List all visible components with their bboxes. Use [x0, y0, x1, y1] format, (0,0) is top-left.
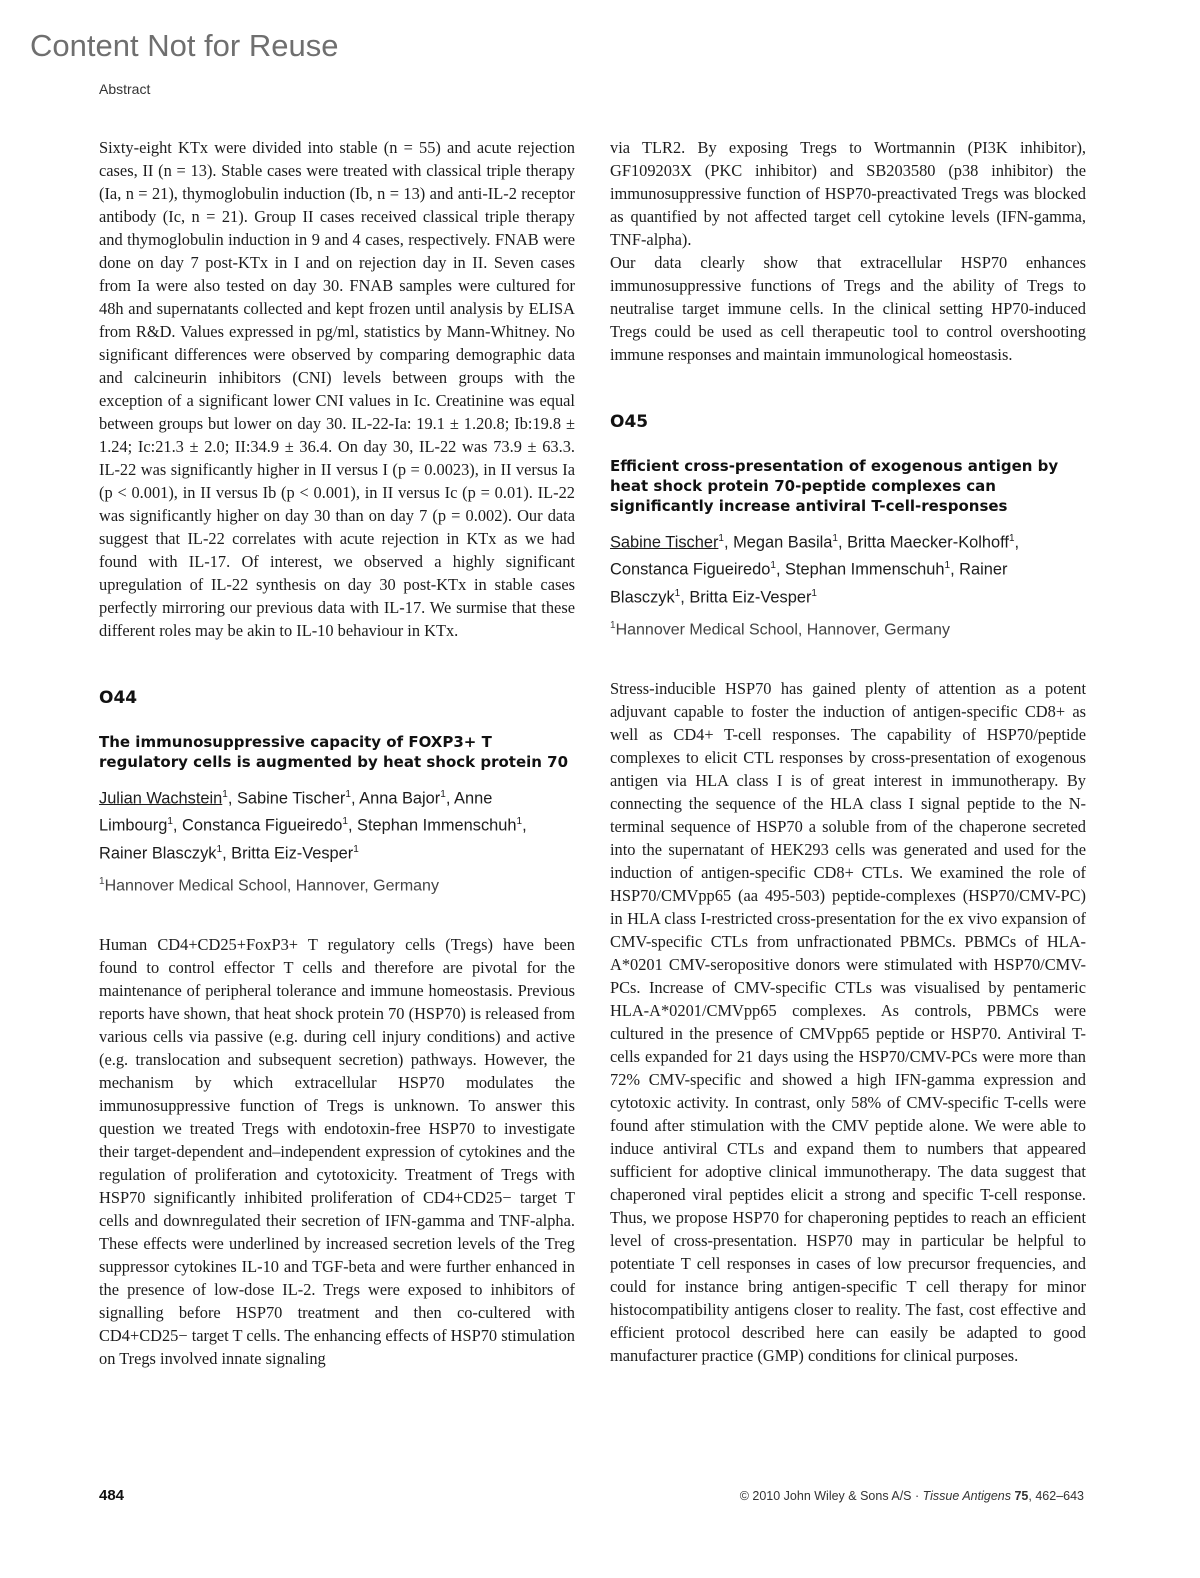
author: , Megan Basila [723, 533, 833, 552]
journal-volume: 75 [1014, 1489, 1029, 1503]
author-sup: 1 [674, 587, 681, 599]
author-sup: 1 [832, 533, 838, 544]
abstract-title: The immunosuppressive capacity of FOXP3+ T regulatory cells is augmented by heat shock protein 70 [99, 733, 569, 771]
abstract-id: O44 [99, 688, 138, 708]
author: , Britta Maecker-Kolhoff [837, 533, 1009, 552]
author: , Sabine Tischer [227, 789, 346, 808]
author: , Constanca Figueiredo [610, 533, 1020, 579]
presenting-author: Sabine Tischer [610, 533, 719, 552]
affiliation [610, 620, 1086, 639]
author-sup: 1 [811, 587, 817, 599]
author: , Stephan Immenschuh [775, 560, 945, 579]
abstract-id: O45 [610, 412, 649, 432]
abstract-title: Efficient cross-presentation of exogenous antigen by heat shock protein 70-peptide complexes can significantly increase antiviral T-cell-responses [610, 457, 1059, 515]
continued-abstract-text: via TLR2. By exposing Tregs to Wortmannin (PI3K inhibitor), GF109203X (PKC inhibitor) and SB203580 (p38 inhibitor) the immunosuppressive function of HSP70-preactivated Tregs was blocked as quantified by not affected target cell cytokine levels (IFN-gamma, TNF-alpha). [610, 138, 1086, 249]
affiliation-sup: 1 [99, 876, 105, 888]
continued-abstract-text: Our data clearly show that extracellular HSP70 enhances immunosuppressive functions of Tregs and the ability of Tregs to neutralise target immune cells. In the clinical setting HP70-induced Tregs could be used as cell therapeutic tool to control overshooting immune responses and maintain immunological homeostasis. [610, 253, 1086, 364]
author-sup: 1 [345, 789, 351, 800]
affiliation-text: Hannover Medical School, Hannover, Germany [104, 877, 439, 895]
journal-pages: , 462–643 [1028, 1489, 1084, 1503]
author-sup: 1 [770, 560, 776, 572]
right-column [610, 136, 1086, 1367]
section-label: Abstract [99, 81, 151, 97]
author: , Constanca Figueiredo [172, 816, 343, 835]
affiliation-text: Hannover Medical School, Hannover, Germany [615, 621, 950, 639]
author-sup: 1 [353, 843, 359, 855]
author-sup: 1 [1008, 533, 1015, 544]
author: , Stephan Immenschuh [347, 816, 517, 835]
affiliation-sup: 1 [610, 620, 616, 632]
author: , Rainer Blasczyk [610, 560, 1008, 607]
author-sup: 1 [516, 816, 523, 828]
author-list [99, 783, 575, 865]
author: , Anna Bajor [350, 789, 441, 808]
footer-citation [740, 1489, 1084, 1503]
abstract-body: Stress-inducible HSP70 has gained plenty of attention as a potent adjuvant capable to foster the induction of antigen-specific CD8+ as well as CD4+ T-cell responses. The capability of HSP70/peptide complexes to elicit CTL responses by cross-presentation of exogenous antigen via HLA class I is of great interest in immunotherapy. By connecting the sequence of the HLA class I signal peptide to the N-terminal sequence of HSP70 a soluble from of the chaperone secreted into the supernatant of HEK293 cells was generated and used for the induction of antigen-specific CD8+ CTLs. We examined the role of HSP70/CMVpp65 (aa 495-503) peptide-complexes (HSP70/CMV-PC) in HLA class I-restricted cross-presentation for the ex vivo expansion of CMV-specific CTLs from unfractionated PBMCs. PBMCs of HLA-A*0201 CMV-seropositive donors were stimulated with HSP70/CMV-PCs. Increase of CMV-specific CTLs was visualised by pentameric HLA-A*0201/CMVpp65 complexes. As controls, PBMCs were cultured in the presence of CMVpp65 peptide or HSP70. Antiviral T-cells expanded for 21 days using the HSP70/CMV-PCs were more than 72% CMV-specific and showed a high IFN-gamma expression and cytotoxic activity. In contrast, only 58% of CMV-specific T-cells were found after stimulation with the CMV peptide alone. We were able to induce antiviral CTLs and expand them to numbers that appeared sufficient for adoptive clinical immunotherapy. The data suggest that chaperoned viral peptides elicit a strong and specific T-cell response. Thus, we propose HSP70 for chaperoning peptides to reach an efficient level of cross-presentation. HSP70 may in particular be helpful to potentiate T cell responses in cases of low precursor frequencies, and could for instance bring antigen-specific T cell therapy for minor histocompatibility antigens closer to reality. The fast, cost effective and efficient protocol described here can easily be adapted to good manufacturer practice (GMP) conditions for clinical purposes. [610, 678, 1086, 1365]
left-column [99, 136, 575, 1370]
author-sup: 1 [440, 789, 446, 800]
author: , Rainer Blasczyk [99, 816, 527, 863]
author: , Anne Limbourg [99, 789, 493, 835]
page-number: 484 [99, 1487, 125, 1504]
author: , Britta Eiz-Vesper [680, 588, 812, 607]
author-sup: 1 [944, 560, 951, 572]
author-sup: 1 [167, 816, 173, 828]
author-sup: 1 [216, 843, 223, 855]
affiliation [99, 876, 575, 895]
author-sup: 1 [718, 533, 724, 544]
author: , Britta Eiz-Vesper [222, 844, 354, 863]
copyright: © 2010 John Wiley & Sons A/S · [739, 1489, 923, 1503]
continued-abstract-text: Sixty-eight KTx were divided into stable (n = 55) and acute rejection cases, II (n = 13). Stable cases were treated with classical triple therapy (Ia, n = 21), thymoglobulin induction (Ib, n = 13) and anti-IL-2 receptor antibody (Ic, n = 21). Group II cases received classical triple therapy and thymoglobulin induction in 9 and 4 cases, respectively. FNAB were done on day 7 post-KTx in I and on rejection day in II. Seven cases from Ia were also tested on day 30. FNAB samples were cultured for 48h and supernatants collected and kept frozen until analysis by ELISA from R&D. Values expressed in pg/ml, statistics by Mann-Whitney. No significant differences were observed by comparing demographic data and calcineurin inhibitors (CNI) levels between groups with the exception of a significant lower CNI values in Ic. Creatinine was equal between groups but lower on day 30. IL-22-Ia: 19.1 ± 1.20.8; Ib:19.8 ± 1.24; Ic:21.3 ± 2.0; II:34.9 ± 36.4. On day 30, IL-22 was 73.9 ± 63.3. IL-22 was significantly higher in II versus I (p = 0.0023), in II versus Ia (p < 0.001), in II versus Ib (p < 0.001), in II versus Ic (p = 0.01). IL-22 was significantly higher on day 30 than on day 7 (p = 0.002). Our data suggest that IL-22 correlates with acute rejection in KTx as we had found with IL-17. Of interest, we observed a highly significant upregulation of IL-22 synthesis on day 30 post-KTx in stable cases perfectly mirroring our previous data with IL-17. We surmise that these different roles may be akin to IL-10 behaviour in KTx. [99, 138, 575, 640]
author-sup: 1 [342, 816, 348, 828]
abstract-body: Human CD4+CD25+FoxP3+ T regulatory cells (Tregs) have been found to control effector T cells and therefore are pivotal for the maintenance of peripheral tolerance and immune homeostasis. Previous reports have shown, that heat shock protein 70 (HSP70) is released from various cells via passive (e.g. during cell injury conditions) and active (e.g. translocation and subsequent secretion) pathways. However, the mechanism by which extracellular HSP70 modulates the immunosuppressive function of Tregs is unknown. To answer this question we treated Tregs with endotoxin-free HSP70 to investigate their target-dependent and–independent expression of cytokines and the regulation of proliferation and cytotoxicity. Treatment of Tregs with HSP70 significantly inhibited proliferation of CD4+CD25− target T cells and downregulated their secretion of IFN-gamma and TNF-alpha. These effects were underlined by increased secretion levels of the Treg suppressor cytokines IL-10 and TGF-beta and were further enhanced in the presence of low-dose IL-2. Tregs were exposed to inhibitors of signalling before HSP70 treatment and then co-cultered with CD4+CD25− target T cells. The enhancing effects of HSP70 stimulation on Tregs involved innate signaling [99, 934, 575, 1368]
author-sup: 1 [222, 789, 228, 800]
author-list [610, 527, 1086, 609]
journal-name: Tissue Antigens [922, 1489, 1011, 1503]
watermark: Content Not for Reuse [30, 28, 339, 63]
presenting-author: Julian Wachstein [99, 789, 223, 808]
